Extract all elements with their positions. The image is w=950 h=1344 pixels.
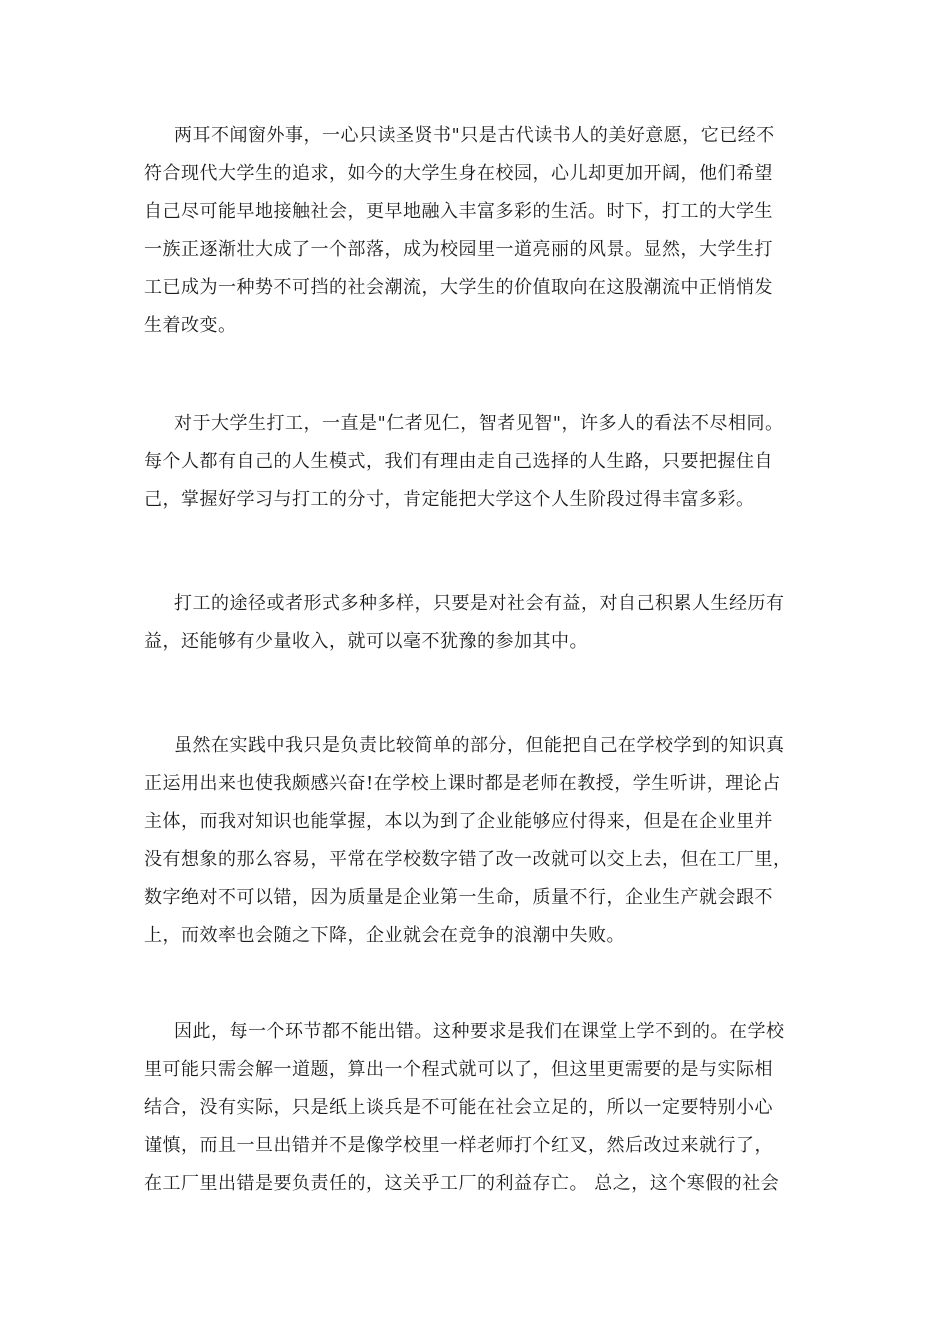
paragraph-line: 里可能只需会解一道题，算出一个程式就可以了，但这里更需要的是与实际相 [144,1059,773,1080]
paragraph-1 [144,117,808,345]
paragraph-line: 打工的途径或者形式多种多样，只要是对社会有益，对自己积累人生经历有 [174,593,785,614]
paragraph-line: 结合，没有实际，只是纸上谈兵是不可能在社会立足的，所以一定要特别小心 [144,1097,773,1118]
paragraph-line: 符合现代大学生的追求，如今的大学生身在校园，心儿却更加开阔，他们希望 [144,163,773,184]
paragraph-line: 益，还能够有少量收入，就可以毫不犹豫的参加其中。 [144,631,588,652]
paragraph-line: 一族正逐渐壮大成了一个部落，成为校园里一道亮丽的风景。显然，大学生打 [144,239,773,260]
paragraph-line: 主体，而我对知识也能掌握，本以为到了企业能够应付得来，但是在企业里并 [144,811,773,832]
paragraph-3 [144,585,808,661]
paragraph-line: 己，掌握好学习与打工的分寸，肯定能把大学这个人生阶段过得丰富多彩。 [144,489,755,510]
paragraph-line: 两耳不闻窗外事，一心只读圣贤书"只是古代读书人的美好意愿，它已经不 [174,125,775,146]
paragraph-line: 自己尽可能早地接触社会，更早地融入丰富多彩的生活。时下，打工的大学生 [144,201,773,222]
paragraph-4 [144,727,808,955]
paragraph-line: 没有想象的那么容易，平常在学校数字错了改一改就可以交上去，但在工厂里， [144,849,792,870]
paragraph-line: 工已成为一种势不可挡的社会潮流，大学生的价值取向在这股潮流中正悄悄发 [144,277,773,298]
paragraph-line: 因此，每一个环节都不能出错。这种要求是我们在课堂上学不到的。在学校 [174,1021,785,1042]
paragraph-line: 在工厂里出错是要负责任的，这关乎工厂的利益存亡。 总之，这个寒假的社会 [144,1173,780,1194]
paragraph-line: 对于大学生打工，一直是"仁者见仁，智者见智"，许多人的看法不尽相同。 [174,413,784,434]
paragraph-line: 正运用出来也使我颇感兴奋!在学校上课时都是老师在教授，学生听讲，理论占 [144,773,781,794]
paragraph-5 [144,1013,808,1203]
paragraph-line: 每个人都有自己的人生模式，我们有理由走自己选择的人生路，只要把握住自 [144,451,773,472]
paragraph-line: 生着改变。 [144,315,237,336]
paragraph-line: 上，而效率也会随之下降，企业就会在竞争的浪潮中失败。 [144,925,625,946]
paragraph-line: 谨慎，而且一旦出错并不是像学校里一样老师打个红叉，然后改过来就行了， [144,1135,773,1156]
paragraph-line: 虽然在实践中我只是负责比较简单的部分，但能把自己在学校学到的知识真 [174,735,785,756]
paragraph-line: 数字绝对不可以错，因为质量是企业第一生命，质量不行，企业生产就会跟不 [144,887,773,908]
paragraph-2 [144,405,808,519]
